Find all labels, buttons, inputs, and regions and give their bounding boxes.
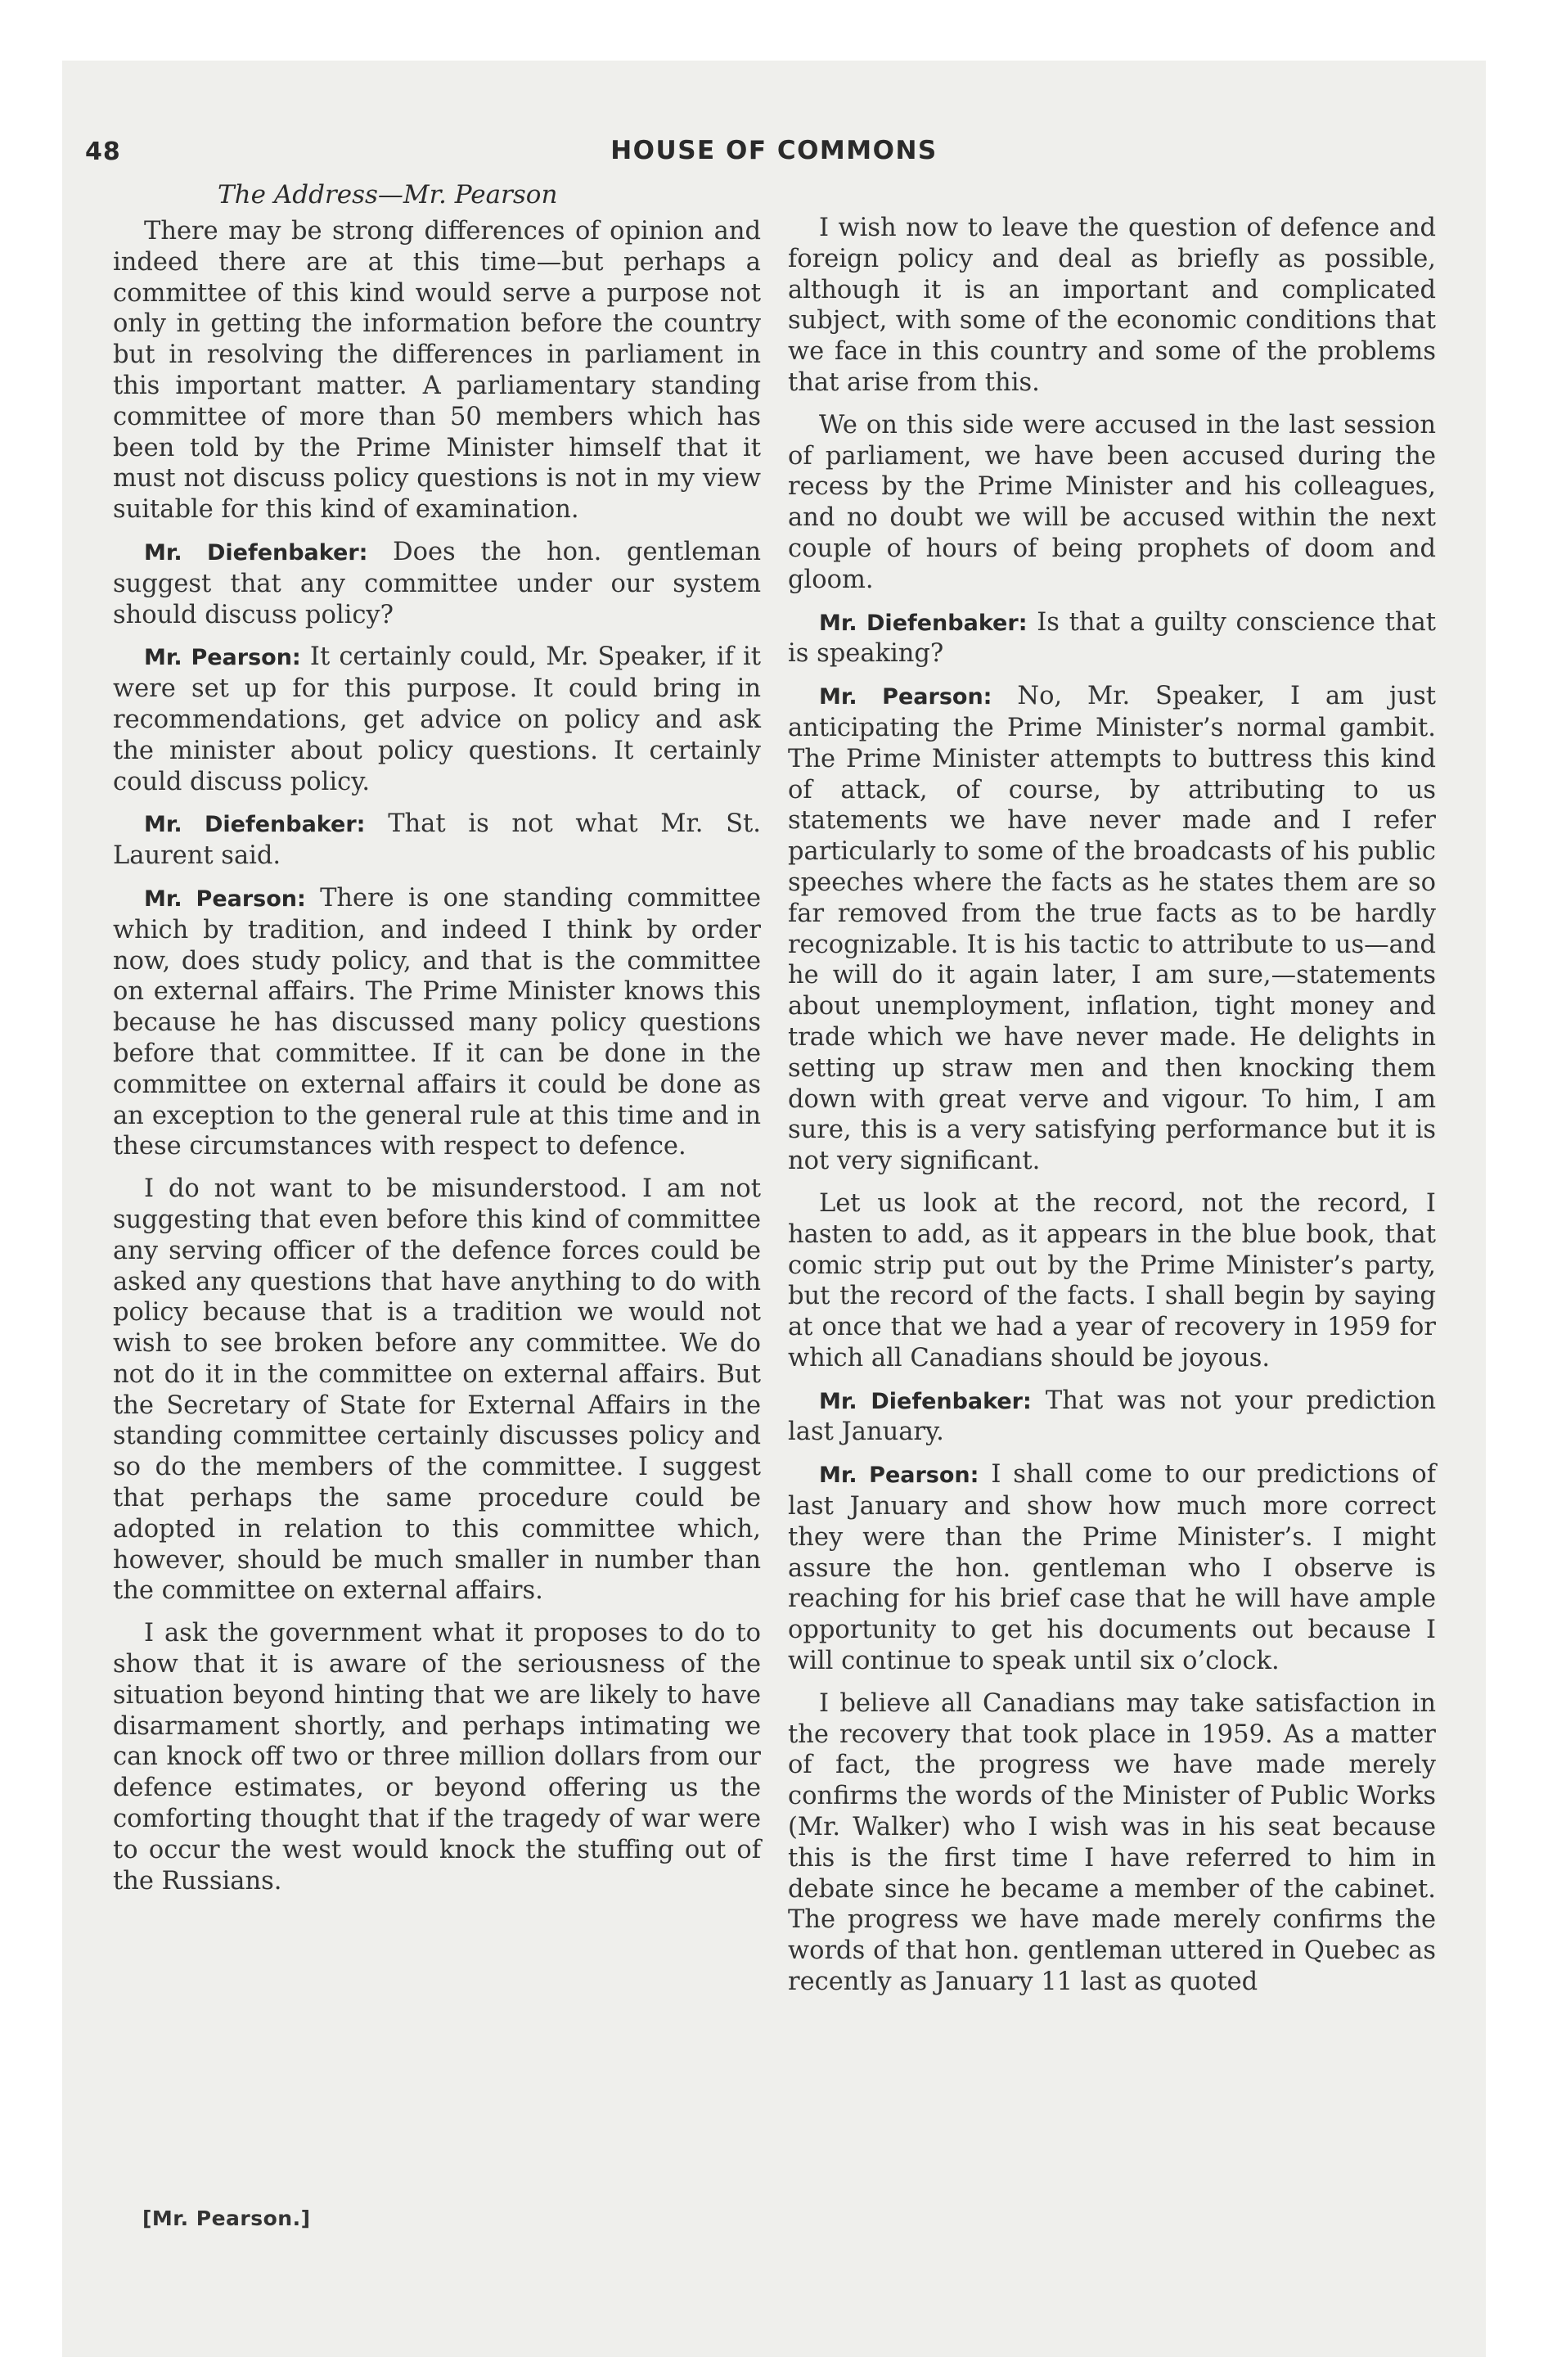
speech-paragraph xyxy=(788,681,1436,1177)
speech-paragraph xyxy=(113,537,761,630)
speaker-name: Mr. Diefenbaker: xyxy=(819,1388,1032,1414)
speech-paragraph xyxy=(113,642,761,797)
right-column xyxy=(788,213,1436,2009)
paragraph-text: I ask the government what it proposes to do to show that it is aware of the seriousness of the situation beyond hinting that we are likely to have disarmament shortly, and perhaps intimating we can knock off two or three million dollars from our defence estimates, or beyond offering us the comforting thought that if the tragedy of war were to occur the west would knock the stuffing out of the Russians. xyxy=(113,1619,761,1895)
speech-paragraph xyxy=(113,809,761,872)
paragraph-text: I believe all Canadians may take satisfaction in the recovery that took place in 1959. As a matter of fact, the progress we have made merely confirms the words of the Minister of Public Works (Mr. Walker) who I wish was in his seat because this is the first time I have referred to him in debate since he became a member of the cabinet. The progress we have made merely confirms the words of that hon. gentleman uttered in Quebec as recently as January 11 last as quoted xyxy=(788,1688,1436,1997)
paragraph-text: There may be strong differences of opinion and indeed there are at this time—but perhaps a committee of this kind would serve a purpose not only in getting the information before the country but in resolving the differences in parliament in this important matter. A parliamentary standing committee of more than 50 members which has been told by the Prime Minister himself that it must not discuss policy questions is not in my view suitable for this kind of examination. xyxy=(113,217,761,525)
left-column xyxy=(113,216,761,1908)
speech-text: That is not what Mr. St. Laurent said. xyxy=(113,809,762,871)
speech-paragraph xyxy=(113,883,761,1162)
paragraph-text: We on this side were accused in the last session of parliament, we have been accused during the recess by the Prime Minister and his colleagues, and no doubt we will be accused within the next couple of hours of being prophets of doom and gloom. xyxy=(788,410,1436,594)
paragraph xyxy=(788,1688,1436,1998)
paragraph xyxy=(113,1174,761,1607)
paragraph xyxy=(788,410,1436,596)
speaker-name: Mr. Pearson: xyxy=(819,1463,979,1489)
paragraph xyxy=(113,1618,761,1896)
speaker-name: Mr. Pearson: xyxy=(144,645,301,671)
paragraph-text: Let us look at the record, not the record, I hasten to add, as it appears in the blue book, that comic strip put out by the Prime Minister’s party, but the record of the facts. I shall begin by saying at once that we had a year of recovery in 1959 for which all Canadians should be joyous. xyxy=(788,1188,1436,1373)
speaker-name: Mr. Pearson: xyxy=(819,684,992,710)
speech-text: That was not your prediction last January. xyxy=(788,1386,1437,1447)
speech-paragraph xyxy=(788,1386,1436,1449)
running-head: HOUSE OF COMMONS xyxy=(610,136,938,165)
paragraph xyxy=(788,213,1436,399)
page-number: 48 xyxy=(85,137,121,166)
speaker-name: Mr. Diefenbaker: xyxy=(819,610,1028,636)
speaker-name: Mr. Diefenbaker: xyxy=(144,812,366,838)
speech-text: There is one standing committee which by tradition, and indeed I think by order now, does study policy, and that is the committee on external affairs. The Prime Minister knows this because he has discussed many policy questions before that committee. If it can be done in the committee on external affairs it could be done as an exception to the general rule at this time and in these circumstances with respect to defence. xyxy=(113,883,761,1161)
speech-text: Is that a guilty conscience that is speaking? xyxy=(788,607,1437,669)
footer-speaker-tag: [Mr. Pearson.] xyxy=(142,2206,311,2230)
speech-paragraph xyxy=(788,607,1436,670)
speech-text: Does the hon. gentleman suggest that any committee under our system should discuss policy? xyxy=(113,537,761,629)
paragraph xyxy=(788,1188,1436,1374)
speech-text: I shall come to our predictions of last January and show how much more correct they were than the Prime Minister’s. I might assure the hon. gentleman who I observe is reaching for his brief case that he will have ample opportunity to get his documents out because I will continue to speak until six o’clock. xyxy=(788,1460,1436,1676)
speech-text: No, Mr. Speaker, I am just anticipating the Prime Minister’s normal gambit. The Prime Minister attempts to buttress this kind of attack, of course, by attributing to us statements we have never made and I refer particularly to some of the broadcasts of his public speeches where the facts as he states them are so far removed from the true facts as to be hardly recognizable. It is his tactic to attribute to us—and he will do it again later, I am sure,—statements about unemployment, inflation, tight money and trade which we have never made. He delights in setting up straw men and then knocking them down with great verve and vigour. To him, I am sure, this is a very satisfying performance but it is not very significant. xyxy=(788,682,1437,1176)
paragraph xyxy=(113,216,761,525)
section-subhead: The Address—Mr. Pearson xyxy=(218,180,558,210)
paragraph-text: I do not want to be misunderstood. I am not suggesting that even before this kind of committee any serving officer of the defence forces could be asked any questions that have anything to do with policy because that is a tradition we would not wish to see broken before any committee. We do not do it in the committee on external affairs. But the Secretary of State for External Affairs in the standing committee certainly discusses policy and so do the members of the committee. I suggest that perhaps the same procedure could be adopted in relation to this committee which, however, should be much smaller in number than the committee on external affairs. xyxy=(113,1174,761,1606)
speech-paragraph xyxy=(788,1459,1436,1677)
speaker-name: Mr. Pearson: xyxy=(144,886,306,912)
speaker-name: Mr. Diefenbaker: xyxy=(144,539,368,566)
speech-text: It certainly could, Mr. Speaker, if it were set up for this purpose. It could bring in recommendations, get advice on policy and ask the minister about policy questions. It certainly could discuss policy. xyxy=(113,642,762,796)
paragraph-text: I wish now to leave the question of defence and foreign policy and deal as briefly as possible, although it is an important and complicated subject, with some of the economic conditions that we face in this country and some of the problems that arise from this. xyxy=(788,214,1436,397)
